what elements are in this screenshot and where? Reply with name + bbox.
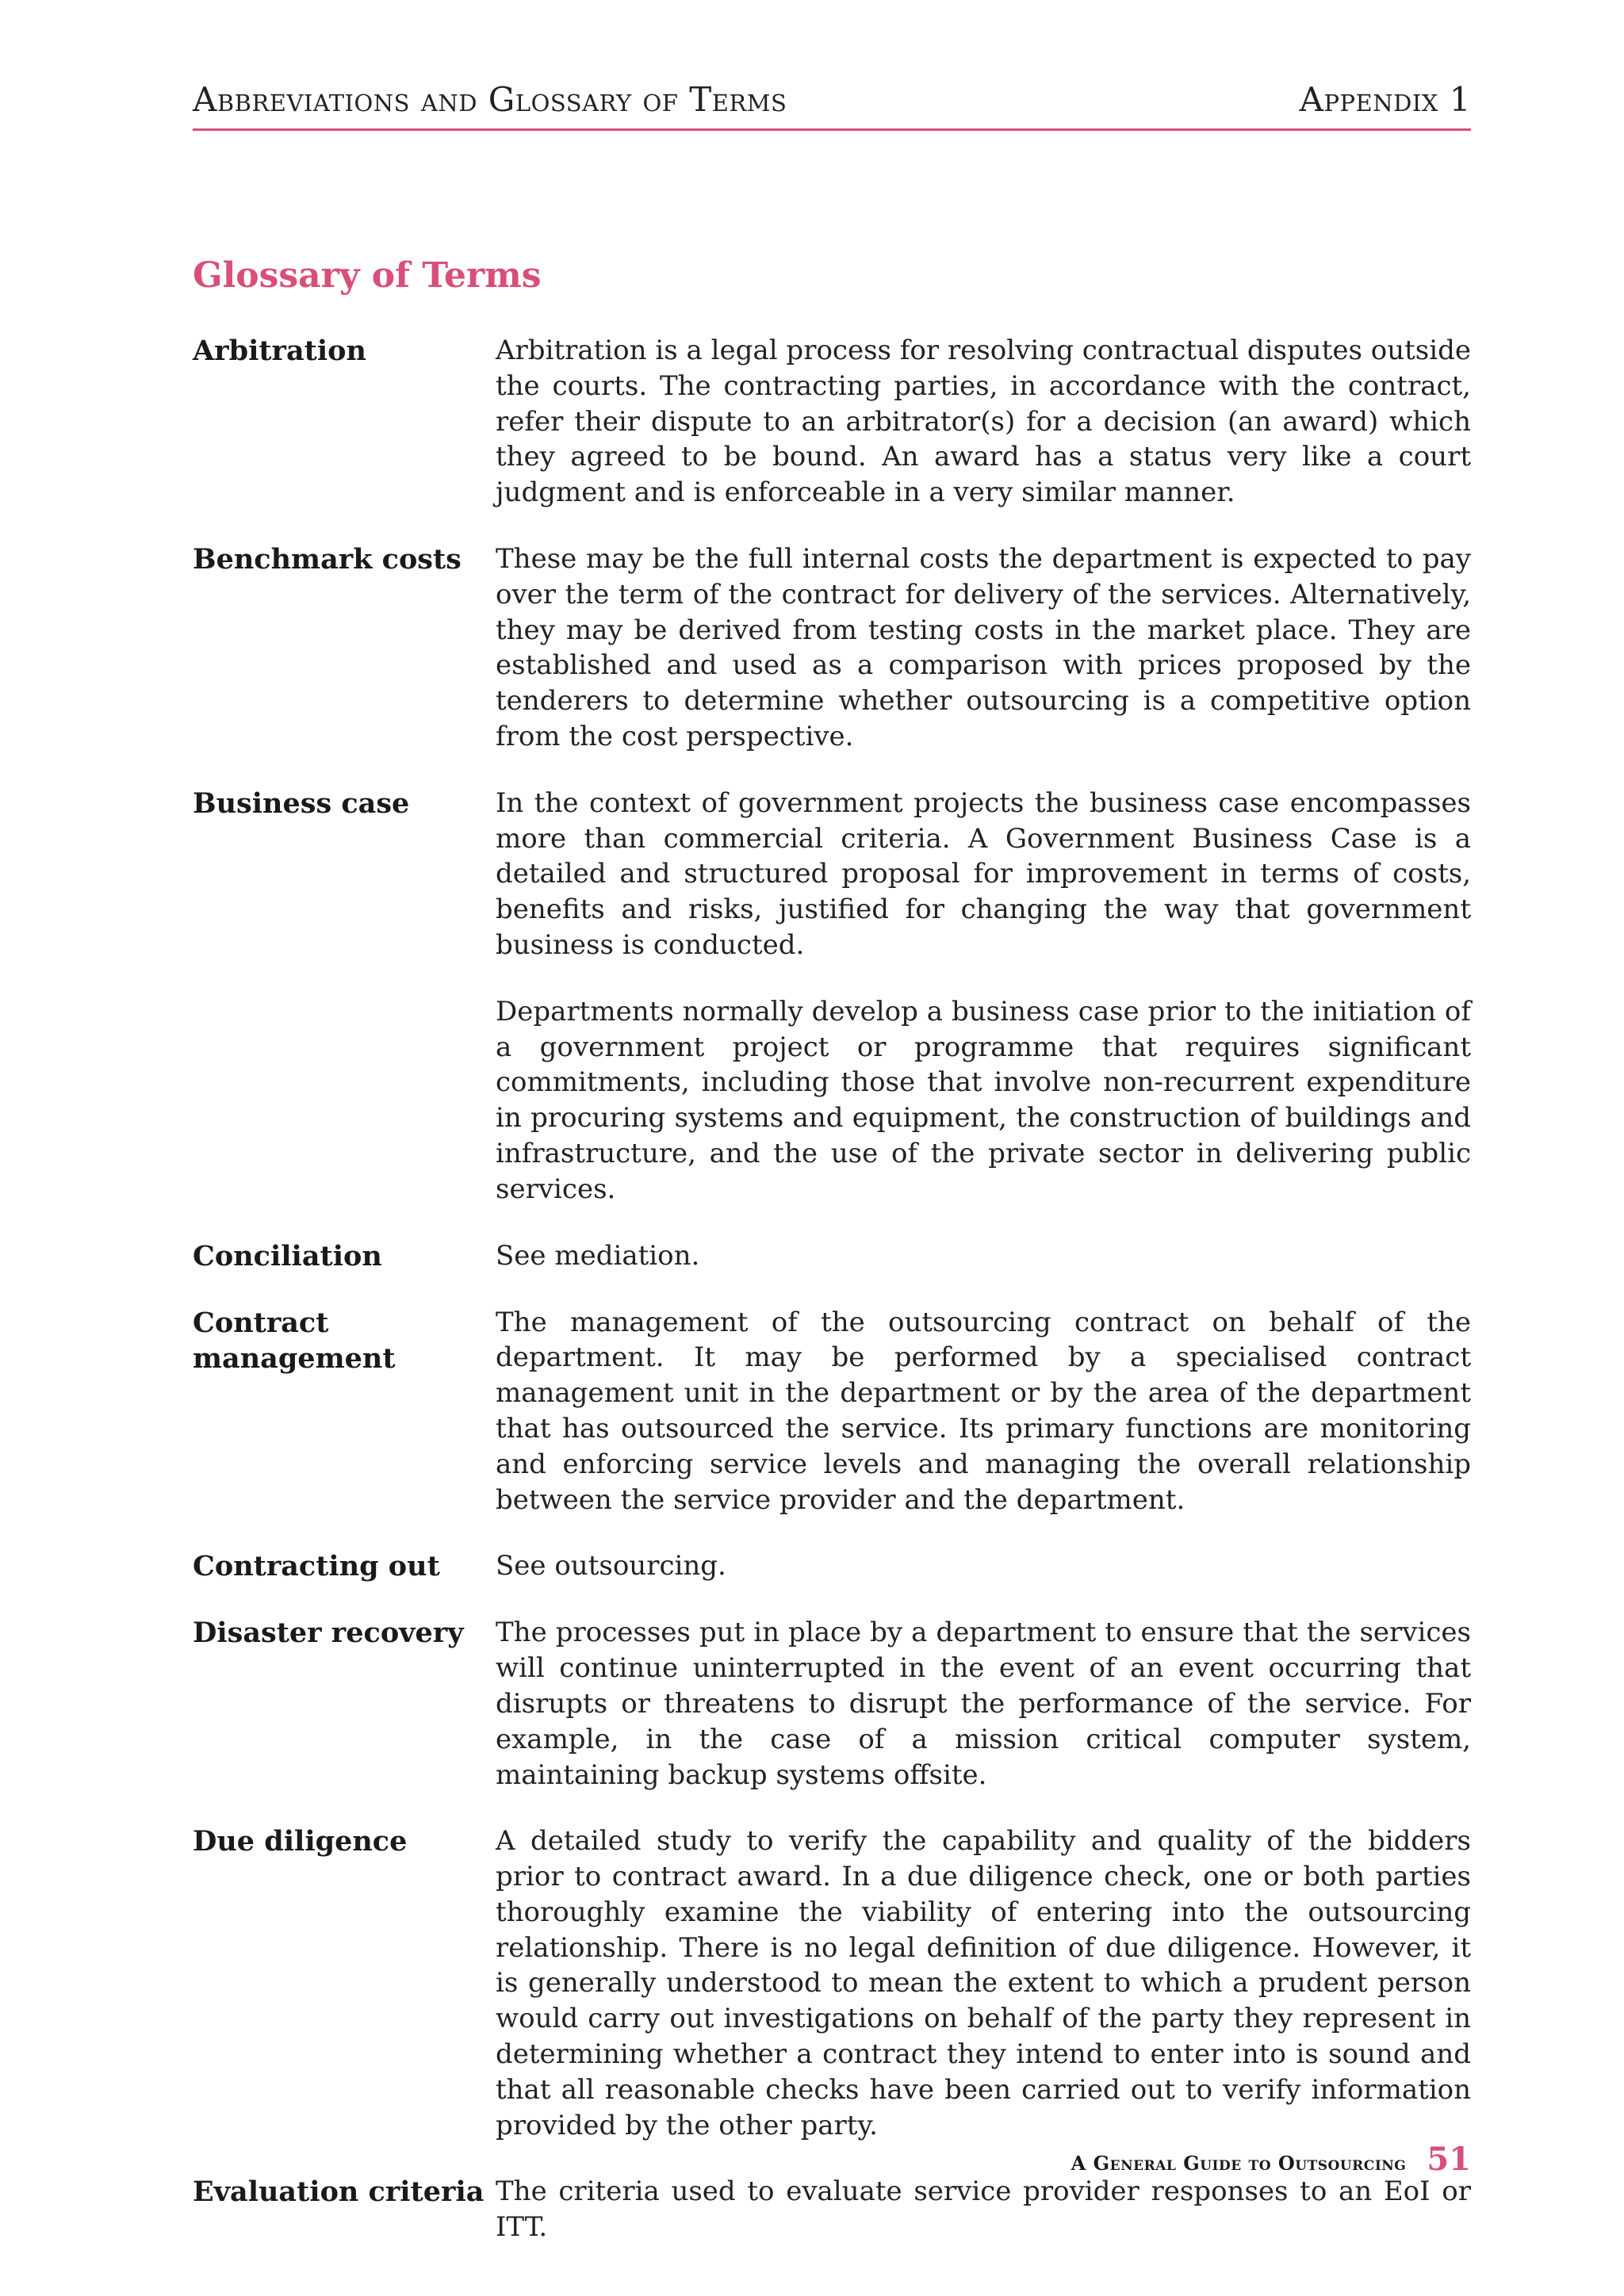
glossary-list [193, 333, 1471, 2276]
glossary-definition: Departments normally develop a business case prior to the initiation of a government project or programme that requires significant commitments, including those that involve non-recurrent expenditure in procuring systems and equipment, the construction of buildings and infrastructure, and the use of the private sector in delivering public services. [496, 995, 1471, 1205]
glossary-entry [193, 333, 1471, 511]
glossary-definitions [496, 1823, 1471, 2143]
glossary-definition: A detailed study to verify the capability and quality of the bidders prior to contract award. In a due diligence check, one or both parties thoroughly examine the viability of entering into the outsourcing relationship. There is no legal definition of due diligence. However, it is generally understood to mean the extent to which a prudent person would carry out investigations on behalf of the party they represent in determining whether a contract they intend to enter into is sound and that all reasonable checks have been carried out to verify information provided by the other party. [496, 1825, 1471, 2141]
glossary-definitions [496, 541, 1471, 755]
page-footer [1071, 2141, 1471, 2178]
glossary-entry [193, 1305, 1471, 1518]
glossary-definitions [496, 1305, 1471, 1518]
glossary-definition: The criteria used to evaluate service provider responses to an EoI or ITT. [496, 2175, 1471, 2244]
header-appendix: Appendix 1 [1299, 80, 1471, 119]
glossary-entry [193, 786, 1471, 1207]
glossary-term: Conciliation [193, 1239, 382, 1272]
glossary-term: Evaluation criteria [193, 2175, 485, 2209]
glossary-entry [193, 2174, 1471, 2245]
page-number: 51 [1427, 2141, 1471, 2178]
glossary-entry [193, 1823, 1471, 2143]
running-header [193, 73, 1471, 131]
glossary-definitions [496, 1548, 1471, 1584]
glossary-definitions [496, 1615, 1471, 1793]
footer-guide-title: A General Guide to Outsourcing [1071, 2152, 1407, 2175]
glossary-term: Disaster recovery [193, 1617, 464, 1650]
glossary-definition: In the context of government projects the business case encompasses more than commercial criteria. A Government Business Case is a detailed and structured proposal for improvement in terms of costs, benefits and risks, justified for changing the way that government business is conducted. [496, 786, 1471, 961]
glossary-definition: The management of the outsourcing contract on behalf of the department. It may be performed by a specialised contract management unit in the department or by the area of the department that has outsourced the service. Its primary functions are monitoring and enforcing service levels and managing the overall relationship between the service provider and the department. [496, 1306, 1471, 1516]
glossary-definition: Arbitration is a legal process for resolving contractual disputes outside the courts. The contracting parties, in accordance with the contract, refer their dispute to an arbitrator(s) for a decision (an award) which they agreed to be bound. An award has a status very like a court judgment and is enforceable in a very similar manner. [496, 335, 1471, 509]
section-title: Glossary of Terms [193, 255, 542, 296]
glossary-term: Contracting out [193, 1550, 440, 1583]
glossary-entry [193, 1615, 1471, 1793]
glossary-entry [193, 541, 1471, 755]
glossary-term: Contract management [193, 1306, 396, 1375]
glossary-term: Arbitration [193, 335, 366, 367]
glossary-definitions [496, 786, 1471, 1207]
glossary-definitions [496, 333, 1471, 511]
glossary-definition: These may be the full internal costs the department is expected to pay over the term of the contract for delivery of the services. Alternatively, they may be derived from testing costs in the market place. They are established and used as a comparison with prices proposed by the tenderers to determine whether outsourcing is a competitive option from the cost perspective. [496, 542, 1471, 752]
glossary-entry [193, 1238, 1471, 1274]
glossary-definitions [496, 1238, 1471, 1274]
glossary-definitions [496, 2174, 1471, 2245]
glossary-term: Due diligence [193, 1825, 408, 1858]
glossary-definition: See outsourcing. [496, 1550, 726, 1582]
header-title: Abbreviations and Glossary of Terms [193, 80, 787, 119]
glossary-definition: See mediation. [496, 1239, 700, 1272]
glossary-term: Business case [193, 786, 410, 820]
glossary-entry [193, 1548, 1471, 1584]
glossary-definition: The processes put in place by a department to ensure that the services will continue uninterrupted in the event of an event occurring that disrupts or threatens to disrupt the performance of the service. For example, in the case of a mission critical computer system, maintaining backup systems offsite. [496, 1617, 1471, 1791]
glossary-term: Benchmark costs [193, 542, 462, 576]
